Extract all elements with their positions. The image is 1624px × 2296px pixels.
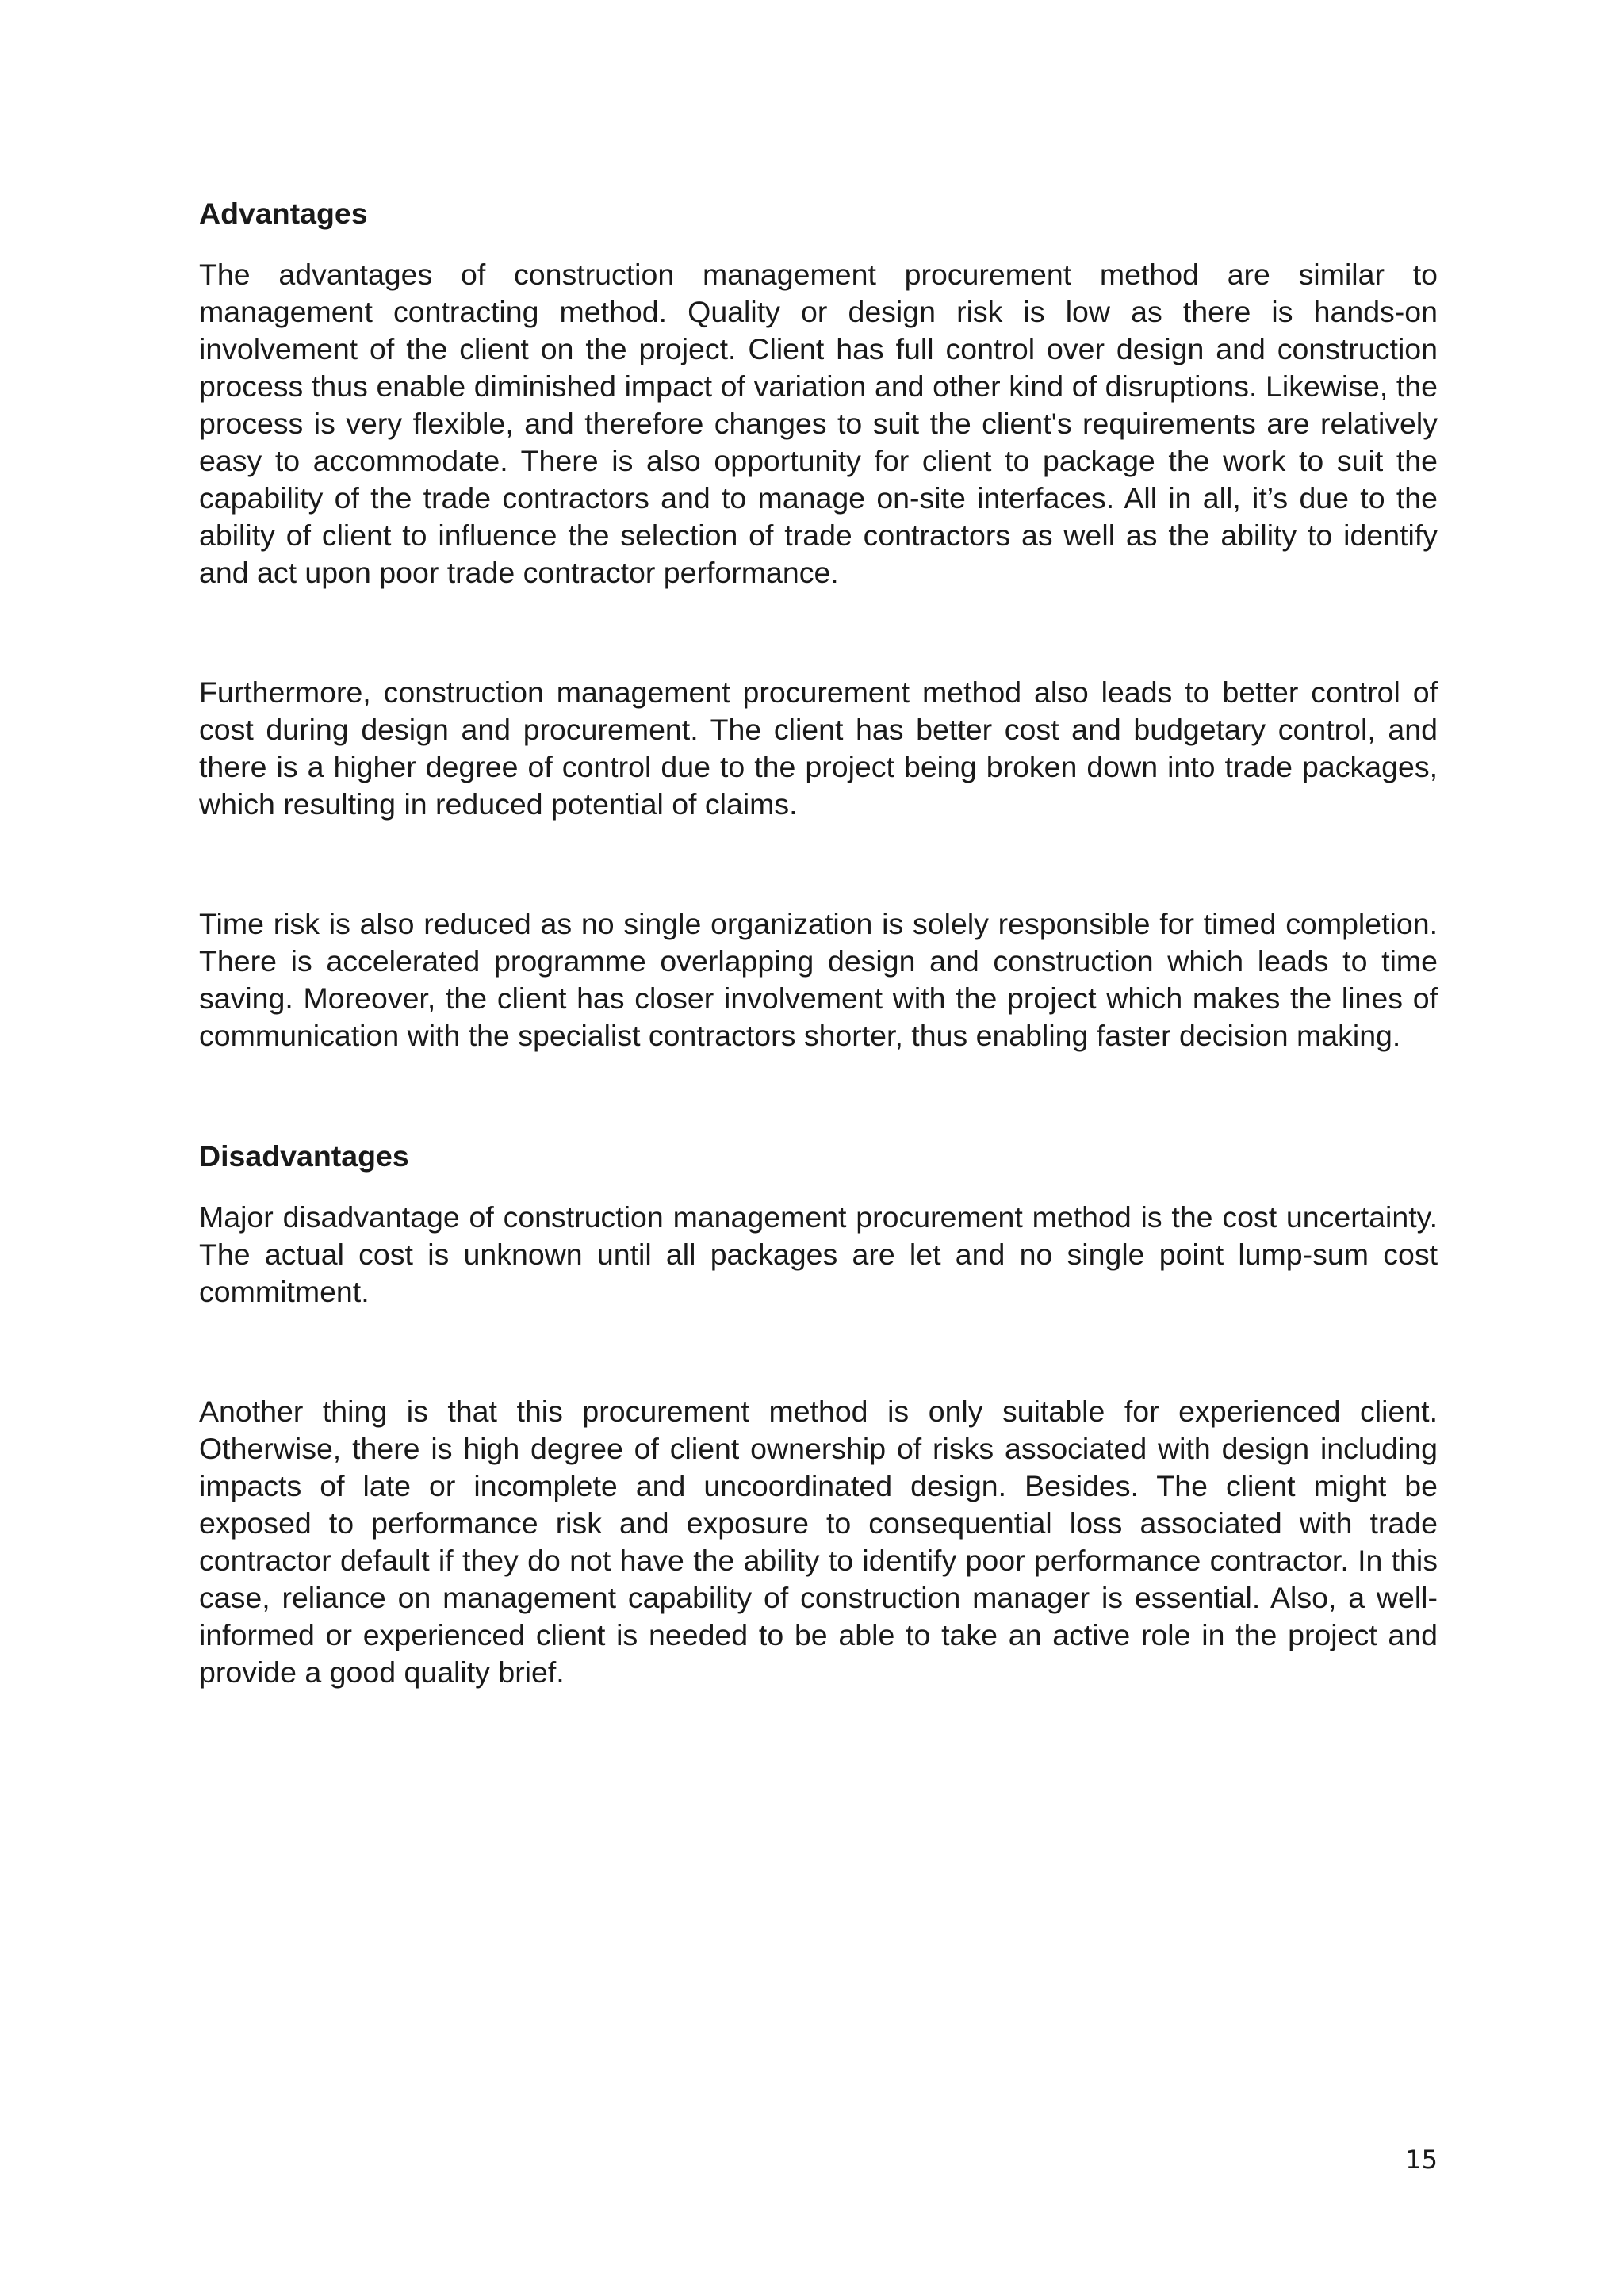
advantages-heading: Advantages (199, 197, 368, 230)
advantages-paragraph-1: The advantages of construction management procurement method are similar to management contracting method. Quality or design risk is low as there is hands-on involvement of the client on the project. Client has full control over design and construction process thus enable diminished impact of variation and other kind of disruptions. Likewise, the process is very flexible, and therefore changes to suit the client's requirements are relatively easy to accommodate. There is also opportunity for client to package the work to suit the capability of the trade contractors and to manage on-site interfaces. All in all, it’s due to the ability of client to influence the selection of trade contractors as well as the ability to identify and act upon poor trade contractor performance. (199, 258, 1438, 589)
disadvantages-paragraph-1: Major disadvantage of construction management procurement method is the cost uncertainty. The actual cost is unknown until all packages are let and no single point lump-sum cost commitment. (199, 1200, 1438, 1308)
disadvantages-paragraph-2: Another thing is that this procurement method is only suitable for experienced client. Otherwise, there is high degree of client ownership of risks associated with design including impacts of late or incomplete and uncoordinated design. Besides. The client might be exposed to performance risk and exposure to consequential loss associated with trade contractor default if they do not have the ability to identify poor performance contractor. In this case, reliance on management capability of construction manager is essential. Also, a well-informed or experienced client is needed to be able to take an active role in the project and provide a good quality brief. (199, 1395, 1438, 1689)
page-number: 15 (1405, 2145, 1438, 2175)
advantages-paragraph-3: Time risk is also reduced as no single organization is solely responsible for timed completion. There is accelerated programme overlapping design and construction which leads to time saving. Moreover, the client has closer involvement with the project which makes the lines of communication with the specialist contractors shorter, thus enabling faster decision making. (199, 907, 1438, 1052)
disadvantages-heading: Disadvantages (199, 1139, 409, 1173)
page-body (199, 195, 1438, 1691)
advantages-paragraph-2: Furthermore, construction management procurement method also leads to better control of cost during design and procurement. The client has better cost and budgetary control, and there is a higher degree of control due to the project being broken down into trade packages, which resulting in reduced potential of claims. (199, 675, 1438, 821)
